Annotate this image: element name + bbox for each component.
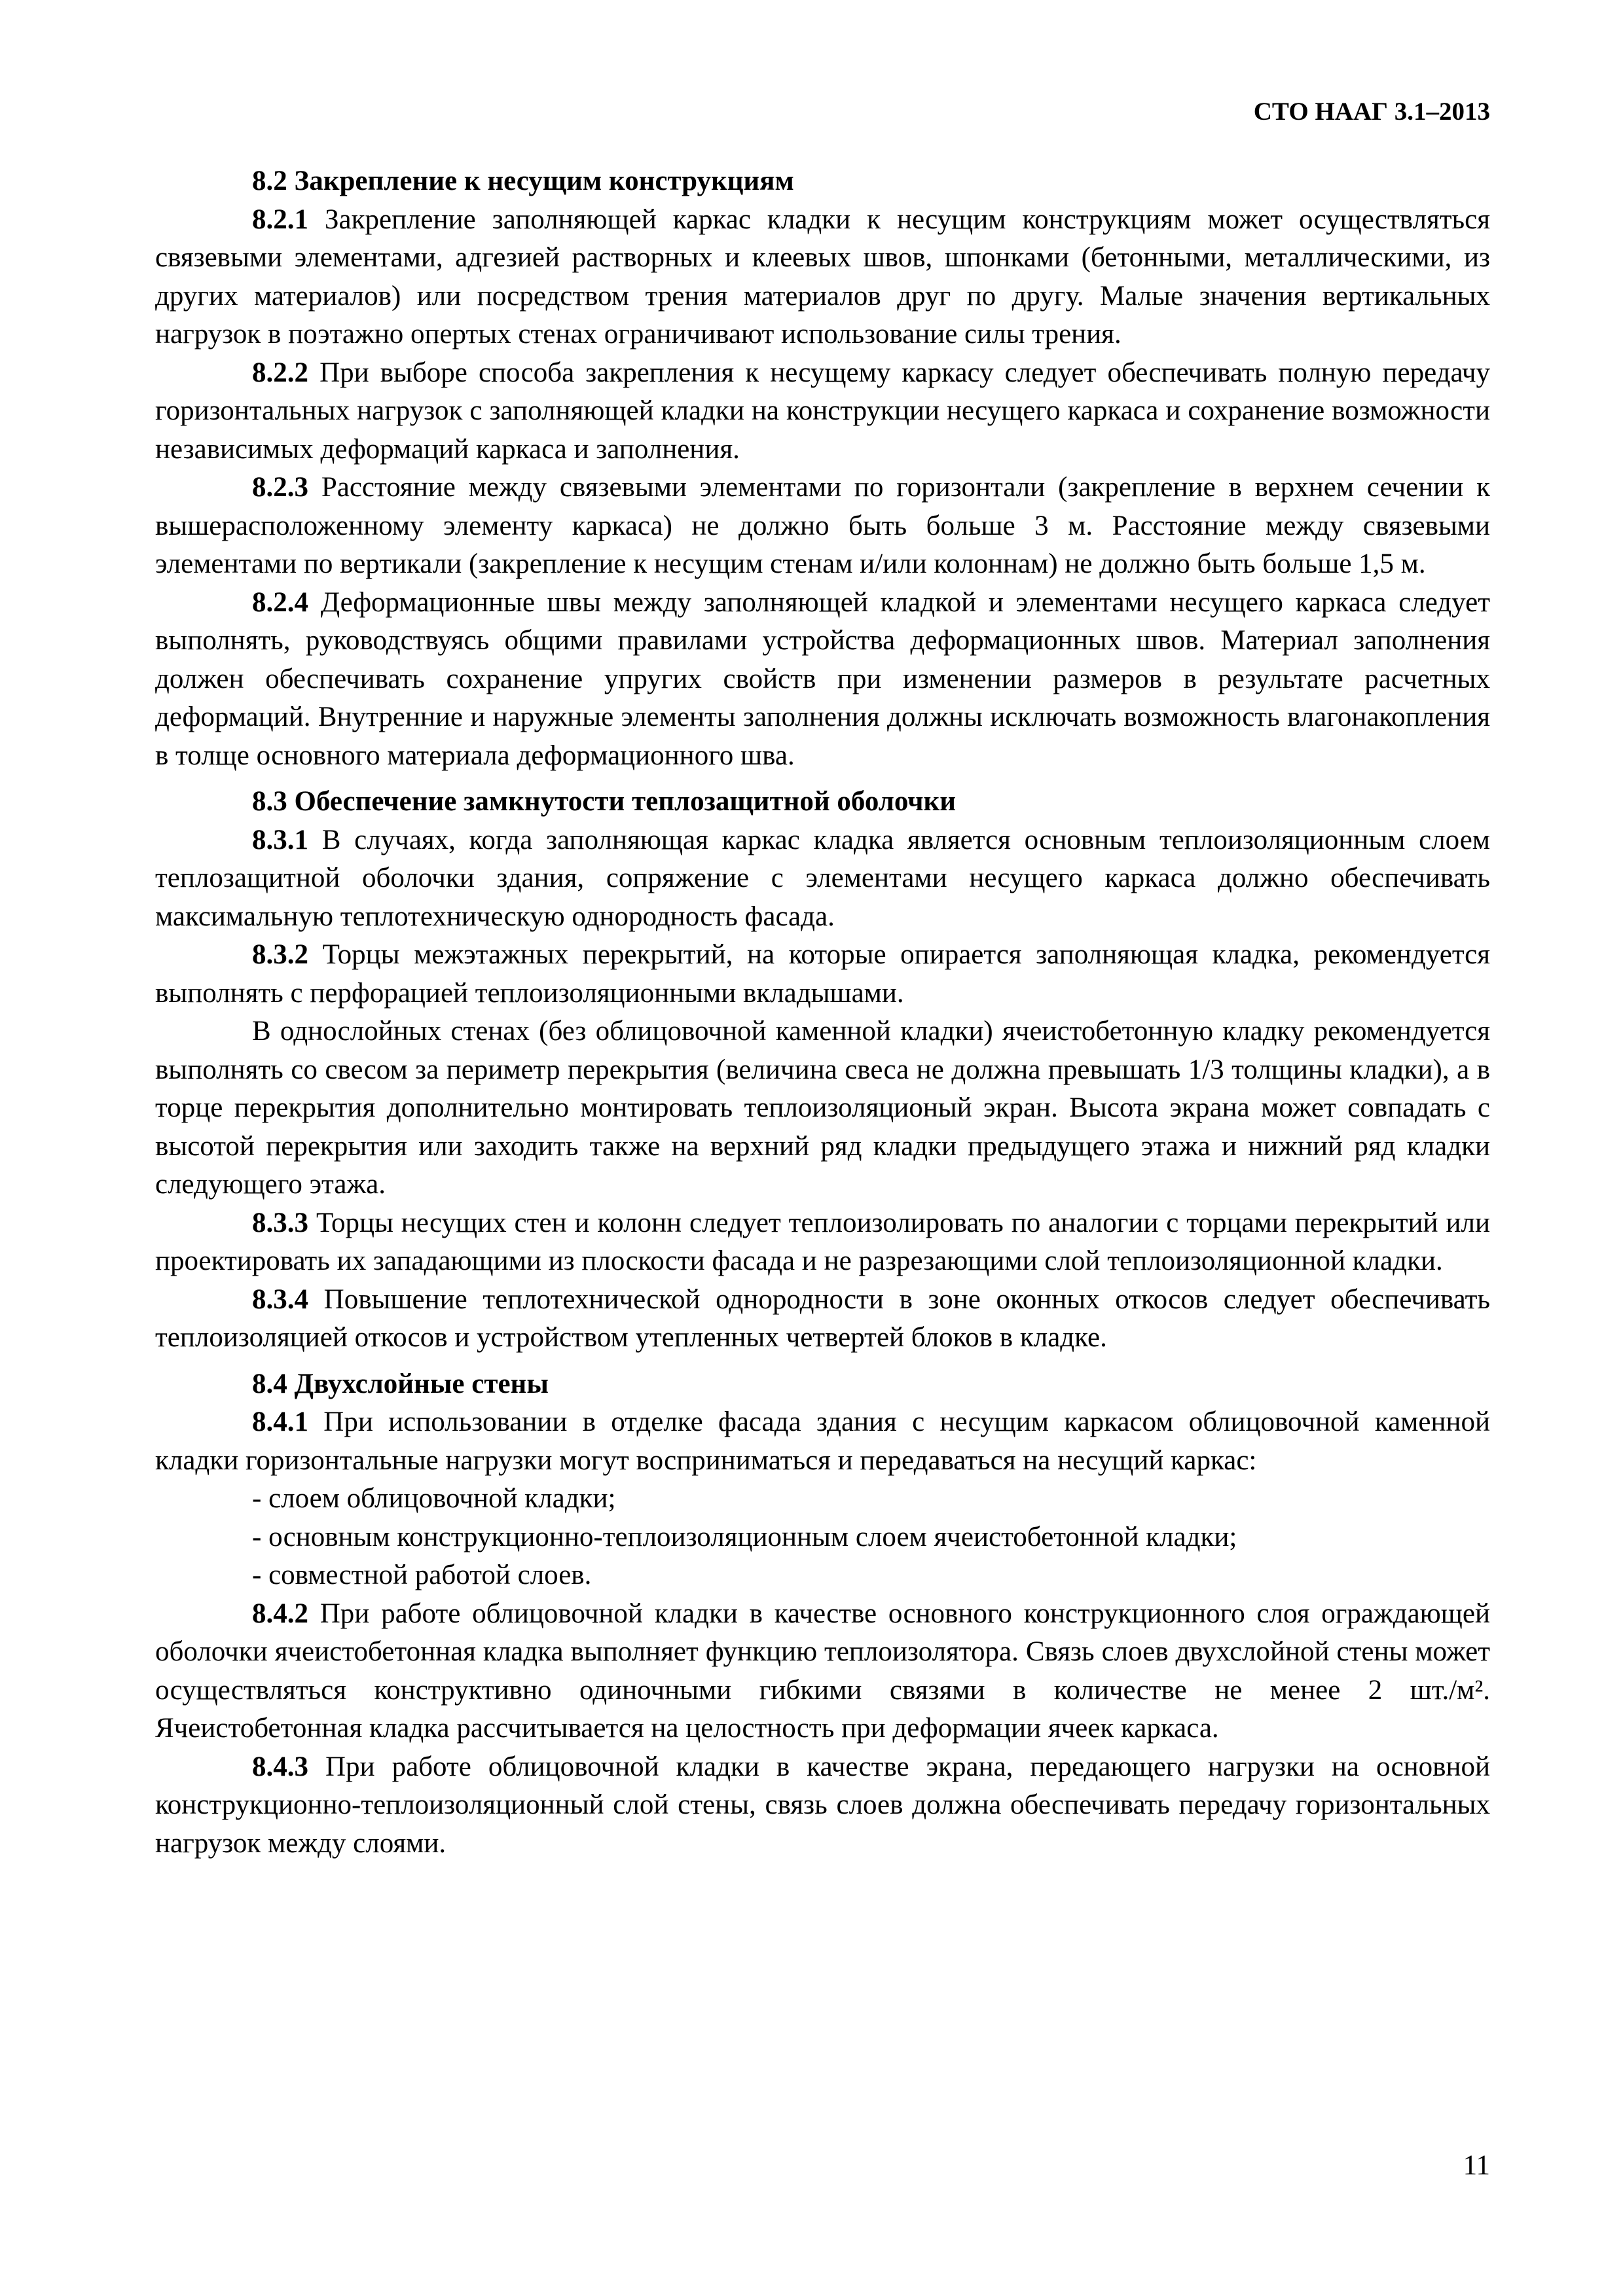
paragraph [155,1281,1490,1357]
document-code-header: СТО НААГ 3.1–2013 [1253,98,1490,126]
list-item: - совместной работой слоев. [252,1560,592,1590]
document-body [155,162,1490,1863]
paragraph-text: Торцы межэтажных перекрытий, на которые опирается заполняющая кладка, рекомендуется выполнять с перфорацией теплоизоляционными вкладышами. [155,939,1490,1009]
section-heading: 8.3 Обеспечение замкнутости теплозащитной оболочки [252,786,957,817]
paragraph-text: При работе облицовочной кладки в качестве экрана, передающего нагрузки на основной конструкционно-теплоизоляционный слой стены, связь слоев должна обеспечивать передачу горизонтальных нагрузок между слоями. [155,1751,1490,1859]
paragraph-text: В однослойных стенах (без облицовочной каменной кладки) ячеистобетонную кладку рекомендуется выполнять со свесом за периметр перекрытия (величина свеса не должна превышать 1/3 толщины кладки), а в торце перекрытия дополнительно монтировать теплоизоляционый экран. Высота экрана может совпадать с высотой перекрытия или заходить также на верхний ряд кладки предыдущего этажа и нижний ряд кладки следующего этажа. [155,1016,1490,1200]
paragraph-text: Расстояние между связевыми элементами по горизонтали (закрепление в верхнем сечении к вышерасположенному элементу каркаса) не должно быть больше 3 м. Расстояние между связевыми элементами по вертикали (закрепление к несущим стенам и/или колоннам) не должно быть больше 1,5 м. [155,472,1490,579]
paragraph-text: Деформационные швы между заполняющей кладкой и элементами несущего каркаса следует выполнять, руководствуясь общими правилами устройства деформационных швов. Материал заполнения должен обеспечивать сохранение упругих свойств при изменении размеров в результате расчетных деформаций. Внутренние и наружные элементы заполнения должны исключать возможность влагонакопления в толще основного материала деформационного шва. [155,586,1490,771]
paragraph-text: Закрепление заполняющей каркас кладки к несущим конструкциям может осуществляться связевыми элементами, адгезией растворных и клеевых швов, шпонками (бетонными, металлическими, из других материалов) или посредством трения материалов друг по другу. Малые значения вертикальных нагрузок в поэтажно опертых стенах ограничивают использование силы трения. [155,204,1490,350]
paragraph [155,1595,1490,1748]
paragraph [155,201,1490,354]
clause-number: 8.2.2 [252,357,308,388]
clause-number: 8.2.1 [252,204,308,235]
paragraph-text: При использовании в отделке фасада здания с несущим каркасом облицовочной каменной кладки горизонтальные нагрузки могут восприниматься и передаваться на несущий каркас: [155,1407,1490,1476]
paragraph [155,1013,1490,1204]
page-number: 11 [1463,2150,1490,2181]
paragraph [155,936,1490,1013]
clause-number: 8.3.4 [252,1283,308,1315]
list-item: - слоем облицовочной кладки; [252,1483,616,1514]
clause-number: 8.4.3 [252,1751,308,1782]
paragraph-text: При выборе способа закрепления к несущему каркасу следует обеспечивать полную передачу горизонтальных нагрузок с заполняющей кладки на конструкции несущего каркаса и сохранение возможности независимых деформаций каркаса и заполнения. [155,357,1490,465]
paragraph [155,584,1490,776]
clause-number: 8.3.1 [252,824,308,855]
clause-number: 8.2.4 [252,586,308,618]
clause-number: 8.4.2 [252,1598,308,1629]
list-item: - основным конструкционно-теплоизоляционным слоем ячеистобетонной кладки; [252,1521,1237,1552]
clause-number: 8.4.1 [252,1407,308,1437]
paragraph [155,1748,1490,1863]
paragraph [155,354,1490,469]
paragraph-text: При работе облицовочной кладки в качестве основного конструкционного слоя ограждающей оболочки ячеистобетонная кладка выполняет функцию теплоизолятора. Связь слоев двухслойной стены может осуществляться конструктивно одиночными гибкими связями в количестве не менее 2 шт./м². Ячеистобетонная кладка рассчитывается на целостность при деформации ячеек каркаса. [155,1598,1490,1744]
section-heading: 8.2 Закрепление к несущим конструкциям [252,166,794,196]
section-heading: 8.4 Двухслойные стены [252,1368,549,1399]
paragraph [155,1204,1490,1281]
clause-number: 8.3.2 [252,939,308,970]
clause-number: 8.3.3 [252,1207,308,1238]
paragraph [155,821,1490,937]
paragraph [155,1403,1490,1480]
paragraph-text: Торцы несущих стен и колонн следует теплоизолировать по аналогии с торцами перекрытий или проектировать их западающими из плоскости фасада и не разрезающими слой теплоизоляционной кладки. [155,1207,1490,1276]
paragraph-text: Повышение теплотехнической однородности в зоне оконных откосов следует обеспечивать теплоизоляцией откосов и устройством утепленных четвертей блоков в кладке. [155,1283,1490,1353]
paragraph [155,469,1490,584]
paragraph-text: В случаях, когда заполняющая каркас кладка является основным теплоизоляционным слоем теплозащитной оболочки здания, сопряжение с элементами несущего каркаса должно обеспечивать максимальную теплотехническую однородность фасада. [155,824,1490,932]
clause-number: 8.2.3 [252,472,308,503]
